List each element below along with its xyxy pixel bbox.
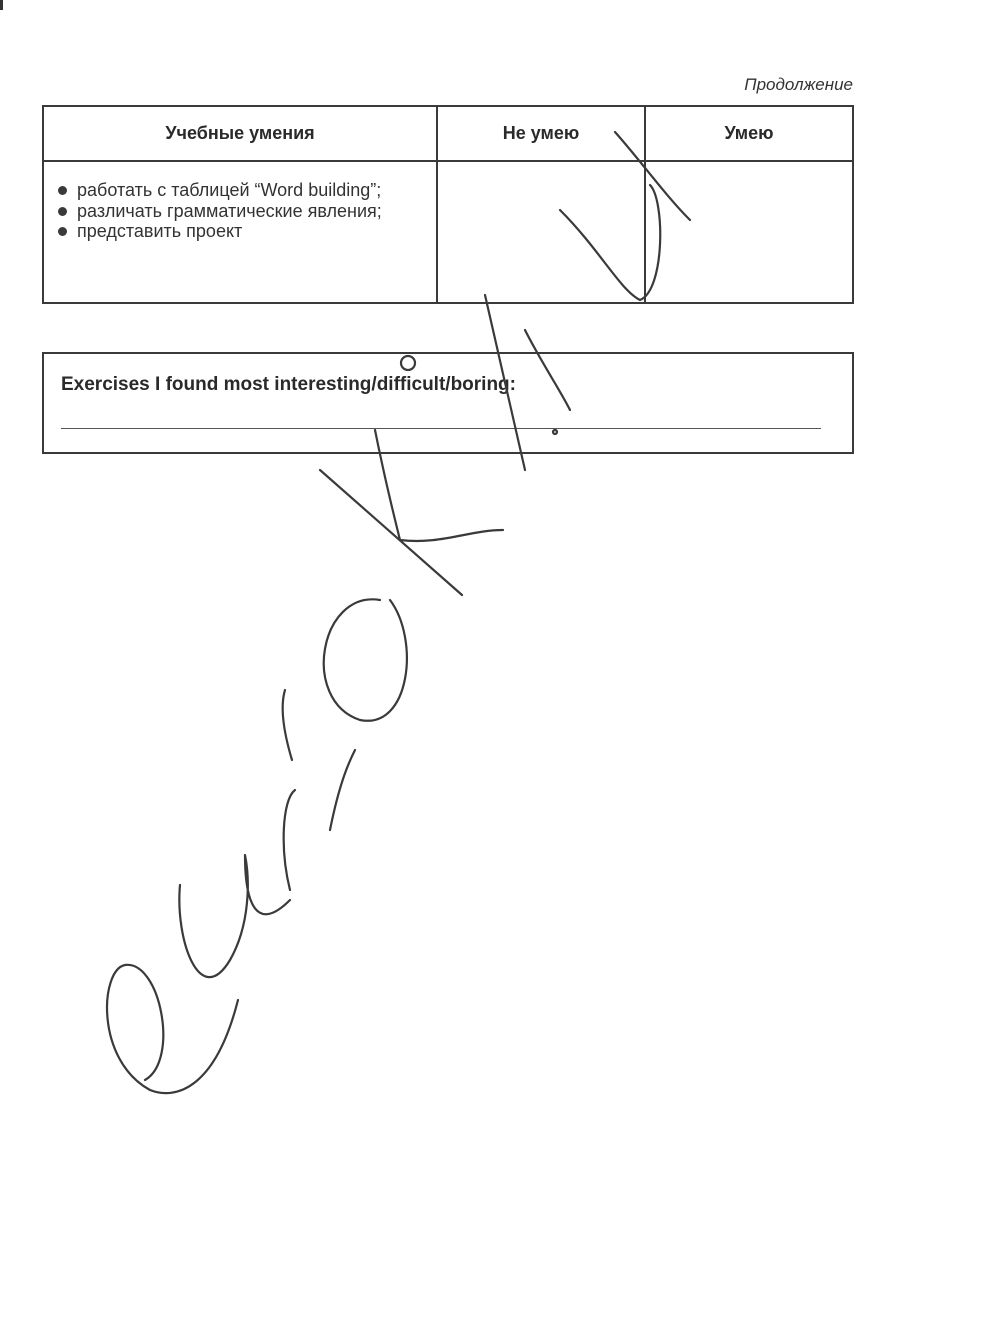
- exercises-label: Exercises I found most interesting/difficult/boring:: [61, 374, 516, 395]
- skill-item: [58, 180, 420, 201]
- scribble-stroke: [179, 855, 290, 977]
- skill-item: [58, 201, 420, 222]
- header-can: Умею: [724, 123, 774, 143]
- exercises-box: [42, 352, 854, 454]
- continuation-label: Продолжение: [744, 75, 853, 94]
- skills-table: [42, 105, 854, 304]
- scribble-stroke: [320, 470, 462, 595]
- header-skills: Учебные умения: [165, 123, 315, 143]
- skill-list: [58, 180, 420, 242]
- skill-item: [58, 221, 420, 242]
- scribble-stroke: [107, 965, 238, 1093]
- scribble-stroke: [330, 750, 355, 830]
- skill-text: представить проект: [77, 221, 243, 241]
- scribble-stroke: [324, 599, 407, 720]
- bullet-icon: [58, 186, 67, 195]
- bullet-icon: [58, 227, 67, 236]
- header-cannot: Не умею: [502, 123, 580, 143]
- scribble-stroke: [284, 790, 295, 890]
- scribble-stroke: [283, 690, 292, 760]
- bullet-icon: [58, 207, 67, 216]
- skill-text: различать грамматические явления;: [77, 200, 382, 221]
- scan-mark: [0, 0, 3, 10]
- table-row-divider: [44, 160, 852, 162]
- skill-text: работать с таблицей “Word building”;: [77, 180, 382, 200]
- answer-line[interactable]: [61, 428, 821, 429]
